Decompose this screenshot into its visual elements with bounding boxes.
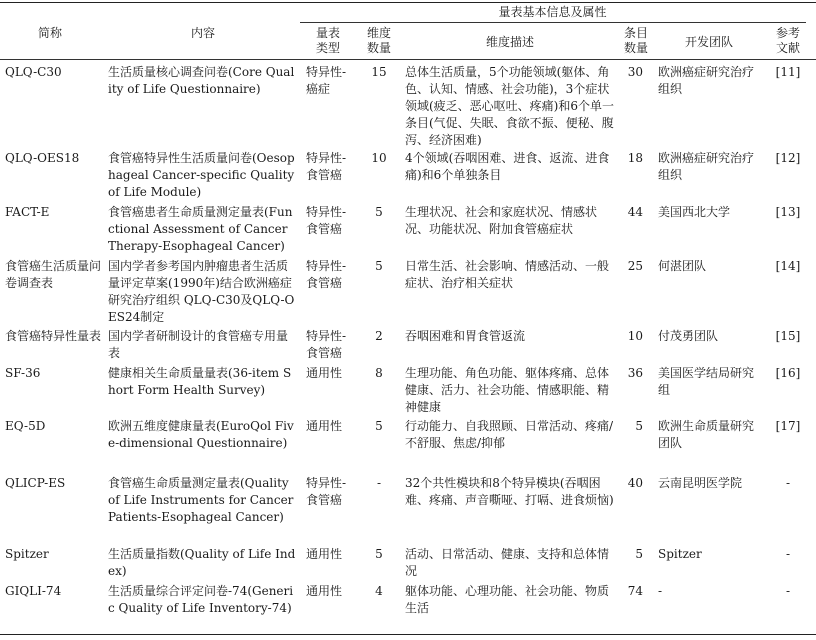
row-type: 特异性-食管癌 bbox=[306, 151, 347, 182]
row-desc: 32个共性模块和8个特异模块(吞咽困难、疼痛、声音嘶哑、打嗝、进食烦恼) bbox=[405, 476, 614, 507]
row-content: 健康相关生命质量量表(36-item Short Form Health Survey) bbox=[108, 366, 292, 397]
row-ref: [16] bbox=[775, 366, 801, 380]
row-team: 何湛团队 bbox=[658, 259, 707, 273]
header-team: 开发团队 bbox=[684, 35, 733, 49]
header-dims-text: 维度 数量 bbox=[366, 26, 391, 55]
row-dims: 5 bbox=[375, 259, 383, 273]
row-desc: 吞咽困难和胃食管返流 bbox=[405, 329, 526, 343]
row-type: 特异性-食管癌 bbox=[306, 476, 347, 507]
row-dims: 15 bbox=[371, 65, 387, 79]
row-type: 通用性 bbox=[306, 547, 343, 561]
row-abbr: GIQLI-74 bbox=[5, 584, 62, 598]
row-desc: 活动、日常活动、健康、支持和总体情况 bbox=[405, 547, 610, 578]
row-abbr: QLQ-OES18 bbox=[5, 151, 80, 165]
header-items bbox=[618, 26, 654, 56]
header-content: 内容 bbox=[190, 26, 215, 40]
row-dims: 5 bbox=[375, 205, 383, 219]
row-items: 18 bbox=[627, 151, 643, 165]
row-abbr: QLICP-ES bbox=[5, 476, 66, 490]
row-type: 通用性 bbox=[306, 419, 343, 433]
row-type: 特异性-食管癌 bbox=[306, 329, 347, 360]
row-desc: 生理状况、社会和家庭状况、情感状况、功能状况、附加食管癌症状 bbox=[405, 205, 598, 236]
row-abbr: Spitzer bbox=[5, 547, 49, 561]
row-dims: 10 bbox=[371, 151, 387, 165]
row-dims: 8 bbox=[375, 366, 383, 380]
row-ref: - bbox=[785, 584, 791, 598]
row-content: 国内学者参考国内肿瘤患者生活质量评定草案(1990年)结合欧洲癌症研究治疗组织 QLQ-C30及QLQ-OES24制定 bbox=[108, 259, 295, 324]
row-type: 特异性-食管癌 bbox=[306, 259, 347, 290]
row-ref: - bbox=[785, 476, 791, 490]
row-type: 通用性 bbox=[306, 584, 343, 598]
header-ref bbox=[768, 26, 808, 56]
row-type: 特异性-食管癌 bbox=[306, 205, 347, 236]
row-items: 40 bbox=[627, 476, 643, 490]
row-items: 5 bbox=[635, 419, 643, 433]
header-abbr: 简称 bbox=[37, 26, 62, 40]
header-items-text: 条目 数量 bbox=[623, 26, 648, 55]
row-abbr: FACT-E bbox=[5, 205, 50, 219]
row-content: 食管癌患者生命质量测定量表(Functional Assessment of Cancer Therapy-Esophageal Cancer) bbox=[108, 205, 293, 253]
row-team: 云南昆明医学院 bbox=[658, 476, 743, 490]
row-abbr: 食管癌特异性量表 bbox=[5, 329, 102, 343]
row-items: 25 bbox=[627, 259, 643, 273]
row-team: 欧洲生命质量研究团队 bbox=[658, 419, 755, 450]
header-bottom-rule bbox=[0, 59, 816, 60]
row-items: 10 bbox=[627, 329, 643, 343]
row-items: 36 bbox=[627, 366, 643, 380]
row-content: 生活质量核心调查问卷(Core Quality of Life Questionnaire) bbox=[108, 65, 295, 96]
row-items: 30 bbox=[627, 65, 643, 79]
row-abbr: SF-36 bbox=[5, 366, 41, 380]
row-content: 欧洲五维度健康量表(EuroQol Five-dimensional Questionnaire) bbox=[108, 419, 294, 450]
row-dims: 5 bbox=[375, 547, 383, 561]
row-ref: [12] bbox=[775, 151, 801, 165]
row-ref: [17] bbox=[775, 419, 801, 433]
header-type bbox=[302, 26, 354, 56]
row-desc: 生理功能、角色功能、躯体疼痛、总体健康、活力、社会功能、情感职能、精神健康 bbox=[405, 366, 610, 414]
header-group-title: 量表基本信息及属性 bbox=[498, 5, 607, 19]
row-content: 国内学者研制设计的食管癌专用量表 bbox=[108, 329, 289, 360]
row-team: 美国西北大学 bbox=[658, 205, 731, 219]
row-desc: 躯体功能、心理功能、社会功能、物质生活 bbox=[405, 584, 610, 615]
row-dims: 4 bbox=[375, 584, 383, 598]
table-top-rule bbox=[0, 2, 816, 3]
row-desc: 行动能力、自我照顾、日常活动、疼痛/不舒服、焦虑/抑郁 bbox=[405, 419, 614, 450]
row-team: - bbox=[658, 584, 663, 598]
header-type-text: 量表 类型 bbox=[315, 26, 340, 55]
row-type: 特异性-癌症 bbox=[306, 65, 347, 96]
row-items: 44 bbox=[627, 205, 643, 219]
row-ref: - bbox=[785, 547, 791, 561]
header-dims bbox=[358, 26, 400, 56]
header-desc: 维度描述 bbox=[485, 35, 534, 49]
row-desc: 4个领域(吞咽困难、进食、返流、进食痛)和6个单独条目 bbox=[405, 151, 610, 182]
row-content: 食管癌生命质量测定量表(Quality of Life Instruments for Cancer Patients-Esophageal Cancer) bbox=[108, 476, 294, 524]
row-items: 5 bbox=[635, 547, 643, 561]
table-bottom-rule bbox=[0, 634, 816, 635]
row-dims: 2 bbox=[375, 329, 383, 343]
row-abbr: 食管癌生活质量问卷调查表 bbox=[5, 259, 102, 290]
row-ref: [11] bbox=[775, 65, 801, 79]
row-content: 食管癌特异性生活质量问卷(Oesophageal Cancer-specific Quality of Life Module) bbox=[108, 151, 295, 199]
row-dims: 5 bbox=[375, 419, 383, 433]
row-type: 通用性 bbox=[306, 366, 343, 380]
header-group-rule bbox=[300, 22, 806, 23]
row-team: Spitzer bbox=[658, 547, 702, 561]
row-team: 付茂勇团队 bbox=[658, 329, 719, 343]
row-team: 欧洲癌症研究治疗组织 bbox=[658, 151, 755, 182]
row-content: 生活质量指数(Quality of Life Index) bbox=[108, 547, 296, 578]
row-team: 欧洲癌症研究治疗组织 bbox=[658, 65, 755, 96]
row-abbr: QLQ-C30 bbox=[5, 65, 62, 79]
row-abbr: EQ-5D bbox=[5, 419, 46, 433]
row-content: 生活质量综合评定问卷-74(Generic Quality of Life Inventory-74) bbox=[108, 584, 294, 615]
row-ref: [14] bbox=[775, 259, 801, 273]
header-ref-text: 参考 文献 bbox=[775, 26, 800, 55]
row-dims: - bbox=[376, 476, 382, 490]
row-desc: 日常生活、社会影响、情感活动、一般症状、治疗相关症状 bbox=[405, 259, 610, 290]
row-ref: [13] bbox=[775, 205, 801, 219]
row-items: 74 bbox=[627, 584, 643, 598]
row-team: 美国医学结局研究组 bbox=[658, 366, 755, 397]
row-ref: [15] bbox=[775, 329, 801, 343]
row-desc: 总体生活质量，5个功能领域(躯体、角色、认知、情感、社会功能)，3个症状领域(疲乏、恶心呕吐、疼痛)和6个单一条目(气促、失眠、食欲不振、便秘、腹泻、经济困难) bbox=[405, 65, 614, 147]
